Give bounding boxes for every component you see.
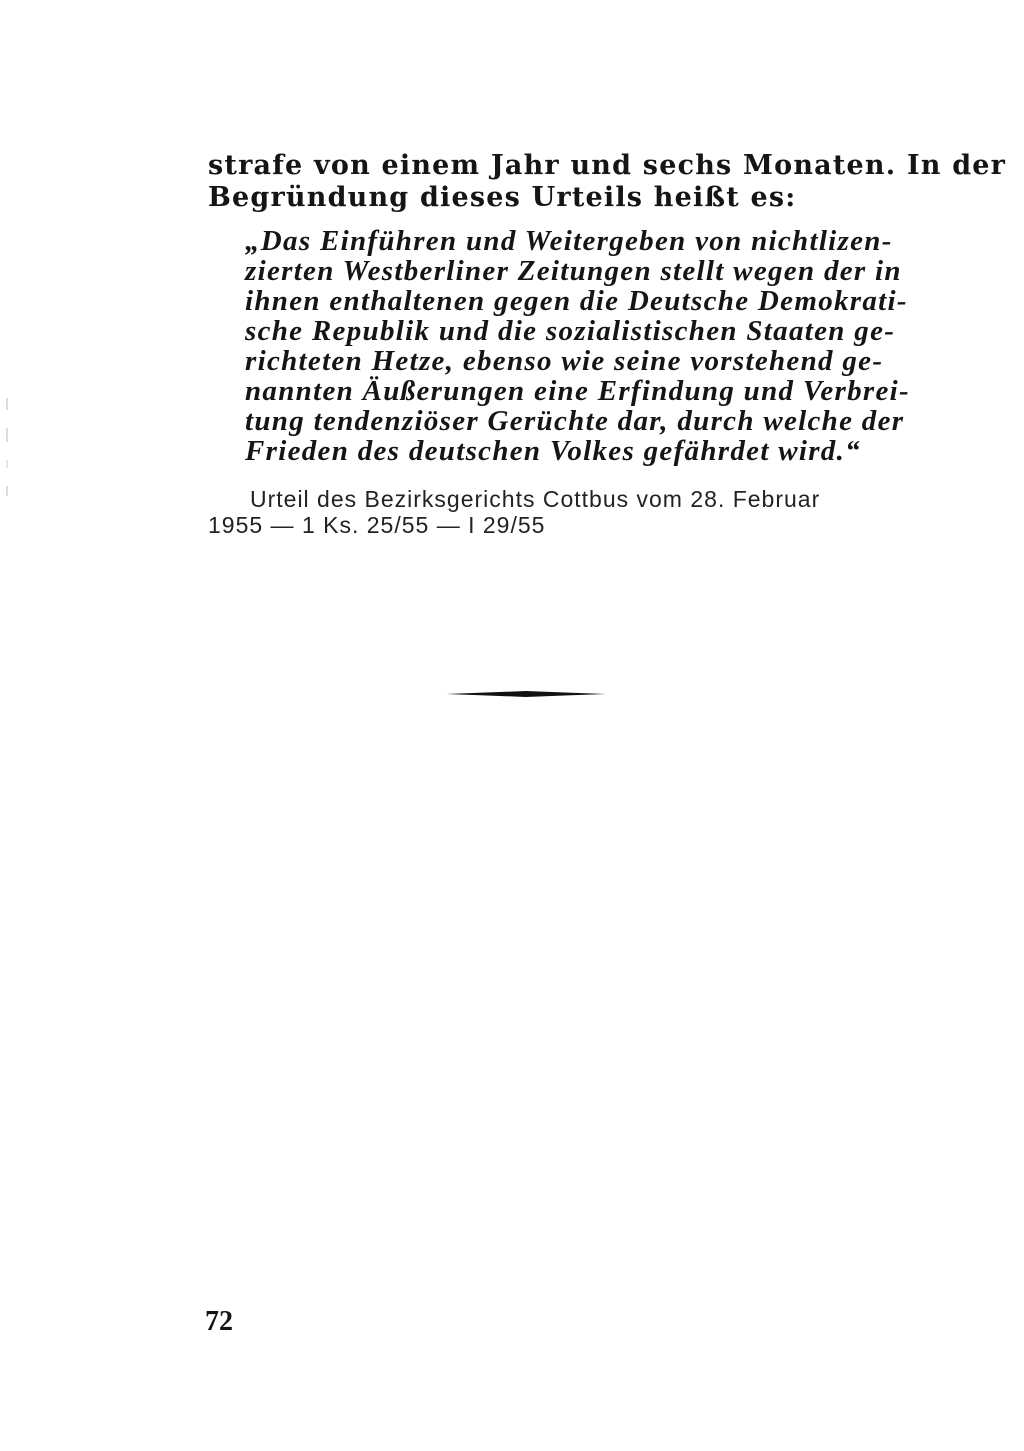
quote-line-3: ihnen enthaltenen gegen die Deutsche Demokrati- [245, 285, 908, 317]
page-number: 72 [205, 1306, 233, 1337]
quote-line-4: sche Republik und die sozialistischen Staaten ge- [245, 315, 896, 347]
citation-line-2: 1955 — 1 Ks. 25/55 — I 29/55 [208, 512, 546, 538]
quote-line-2: zierten Westberliner Zeitungen stellt wegen der in [245, 255, 902, 287]
citation-line-1: Urteil des Bezirksgerichts Cottbus vom 28. Februar [250, 486, 821, 512]
quote-line-8: Frieden des deutschen Volkes gefährdet wird.“ [245, 435, 861, 467]
body-line-1: strafe von einem Jahr und sechs Monaten. In der [208, 150, 1007, 181]
scan-margin-marks [5, 398, 9, 498]
quote-line-7: tung tendenziöser Gerüchte dar, durch welche der [245, 405, 905, 437]
quote-line-5: richteten Hetze, ebenso wie seine vorstehend ge- [245, 345, 884, 377]
section-divider-ornament [446, 690, 606, 698]
body-line-2: Begründung dieses Urteils heißt es: [208, 182, 797, 213]
quote-line-1: „Das Einführen und Weitergeben von nichtlizen- [245, 225, 893, 257]
quote-line-6: nannten Äußerungen eine Erfindung und Verbrei- [245, 375, 910, 407]
